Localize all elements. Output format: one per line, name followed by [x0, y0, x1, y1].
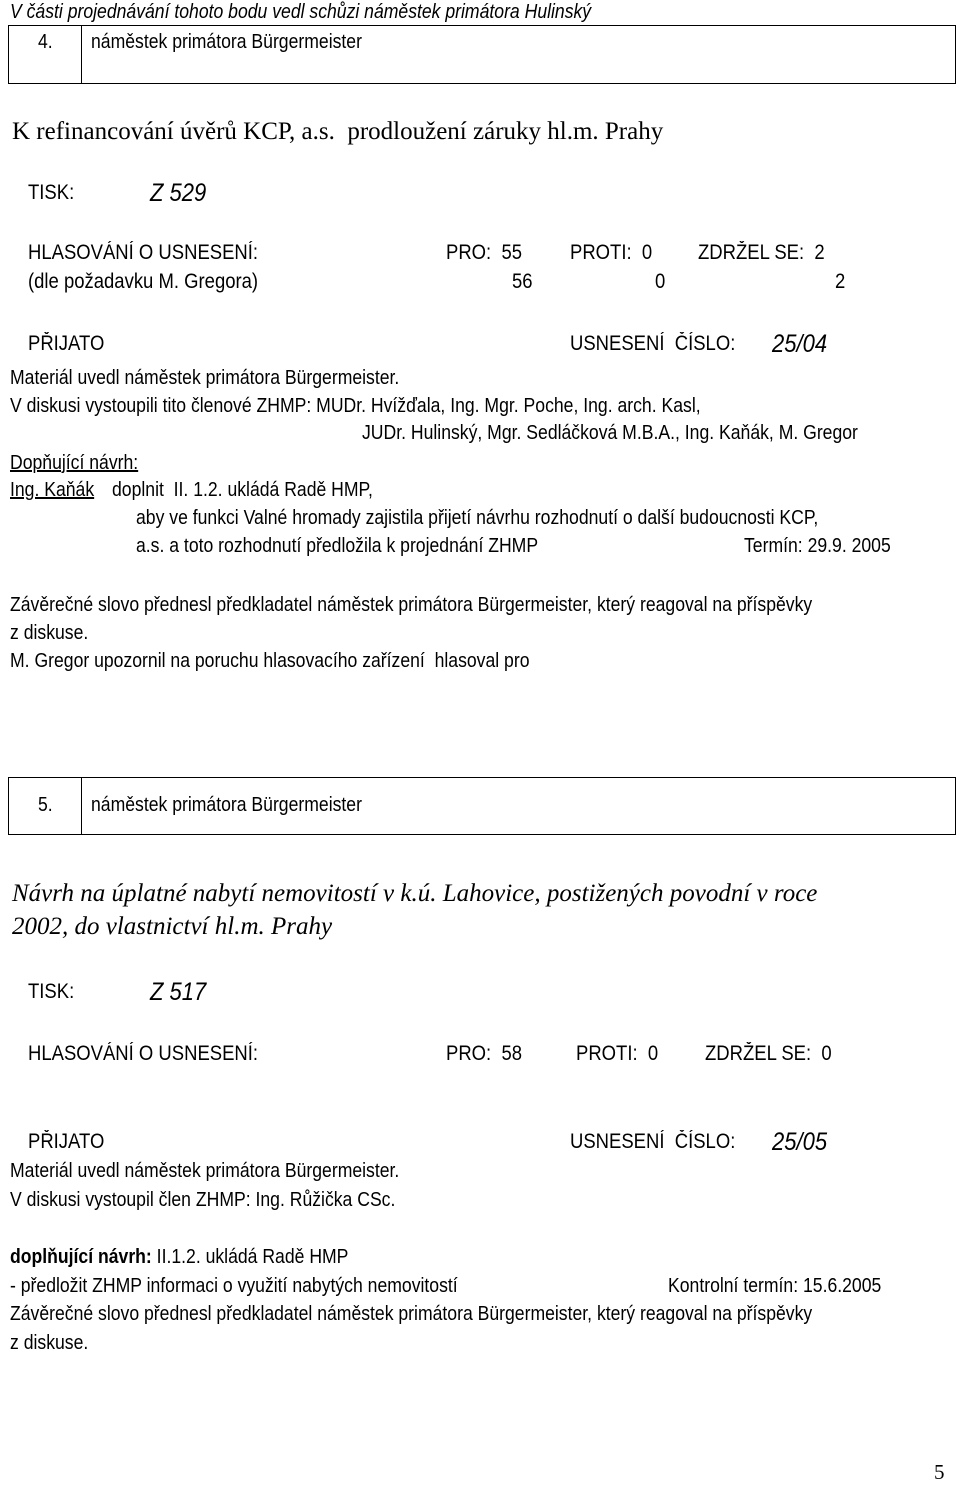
- item4-discussion-2: JUDr. Hulinský, Mgr. Sedláčková M.B.A., Ing. Kaňák, M. Gregor: [362, 422, 858, 444]
- item4-supplement-heading: Dopňující návrh:: [10, 452, 139, 474]
- item4-tisk-value: Z 529: [150, 179, 207, 207]
- item4-tisk-label: TISK:: [28, 181, 75, 204]
- item4-gregor-note: M. Gregor upozornil na poruchu hlasovacího zařízení hlasoval pro: [10, 650, 530, 672]
- item5-title-2: 2002, do vlastnictví hl.m. Prahy: [12, 913, 333, 940]
- item5-number: 5.: [38, 794, 53, 816]
- item4-discussion-1: V diskusi vystoupili tito členové ZHMP: MUDr. Hvížďala, Ing. Mgr. Poche, Ing. arch. Kasl,: [10, 395, 701, 417]
- item5-closing-2: z diskuse.: [10, 1332, 89, 1354]
- item5-accepted: PŘIJATO: [28, 1130, 105, 1153]
- item4-resolution-label: USNESENÍ ČÍSLO:: [570, 332, 736, 355]
- item5-vote-pro: PRO: 58: [446, 1042, 523, 1065]
- item4-supplement-deadline: Termín: 29.9. 2005: [744, 535, 891, 557]
- item4-closing-2: z diskuse.: [10, 622, 89, 644]
- item5-supplement-deadline: Kontrolní termín: 15.6.2005: [668, 1275, 882, 1297]
- item5-vote-proti: PROTI: 0: [576, 1042, 659, 1065]
- item5-material: Materiál uvedl náměstek primátora Bürgermeister.: [10, 1160, 400, 1182]
- item5-supplement-line2: - předložit ZHMP informaci o využití nabytých nemovitostí: [10, 1275, 458, 1297]
- item4-box-top: [8, 25, 956, 26]
- item4-vote2-label: (dle požadavku M. Gregora): [28, 270, 259, 293]
- item4-accepted: PŘIJATO: [28, 332, 105, 355]
- page-number: 5: [934, 1460, 945, 1484]
- item5-box-right: [955, 777, 956, 835]
- item5-supplement: [10, 1245, 348, 1269]
- item4-supplement-who: Ing. Kaňák: [10, 479, 95, 501]
- item5-tisk-label: TISK:: [28, 980, 75, 1003]
- item4-supplement-line3: a.s. a toto rozhodnutí předložila k projednání ZHMP: [136, 535, 539, 557]
- item5-discussion: V diskusi vystoupil člen ZHMP: Ing. Růžička CSc.: [10, 1189, 396, 1211]
- item5-resolution-number: 25/05: [772, 1128, 828, 1156]
- item4-supplement-line2: aby ve funkci Valné hromady zajistila přijetí návrhu rozhodnutí o další budoucnosti KCP,: [136, 507, 819, 529]
- chair-note: V části projednávání tohoto bodu vedl schůzi náměstek primátora Hulinský: [10, 1, 592, 23]
- item5-box-left: [8, 777, 9, 835]
- item4-material: Materiál uvedl náměstek primátora Bürgermeister.: [10, 367, 400, 389]
- item5-title-1: Návrh na úplatné nabytí nemovitostí v k.ú. Lahovice, postižených povodní v roce: [12, 880, 818, 907]
- item5-tisk-value: Z 517: [150, 978, 207, 1006]
- item4-supplement-author: [10, 478, 94, 502]
- item5-vote-abstain: ZDRŽEL SE: 0: [705, 1042, 832, 1065]
- item4-resolution-number: 25/04: [772, 330, 828, 358]
- item4-presenter: náměstek primátora Bürgermeister: [91, 31, 362, 53]
- item4-vote2-pro: 56: [512, 270, 533, 293]
- item4-box-bottom: [8, 83, 956, 84]
- item4-supplement-text: doplnit II. 1.2. ukládá Radě HMP,: [112, 479, 373, 501]
- item4-closing-1: Závěrečné slovo přednesl předkladatel náměstek primátora Bürgermeister, který reagoval na příspěvky: [10, 594, 813, 616]
- item5-box-bottom: [8, 834, 956, 835]
- item4-vote-label: HLASOVÁNÍ O USNESENÍ:: [28, 241, 259, 264]
- item4-vote-pro: PRO: 55: [446, 241, 523, 264]
- item4-number: 4.: [38, 31, 53, 53]
- item4-vote2-abstain: 2: [835, 270, 846, 293]
- item4-vote-abstain: ZDRŽEL SE: 2: [698, 241, 825, 264]
- item5-supplement-text: II.1.2. ukládá Radě HMP: [151, 1246, 349, 1268]
- item5-resolution-label: USNESENÍ ČÍSLO:: [570, 1130, 736, 1153]
- item4-vote2-proti: 0: [655, 270, 666, 293]
- item5-box-top: [8, 777, 956, 778]
- item4-box-divider: [81, 25, 82, 84]
- item5-closing-1: Závěrečné slovo přednesl předkladatel náměstek primátora Bürgermeister, který reagoval na příspěvky: [10, 1303, 813, 1325]
- item5-box-divider: [81, 777, 82, 835]
- item5-supplement-heading: doplňující návrh:: [10, 1246, 152, 1268]
- item5-presenter: náměstek primátora Bürgermeister: [91, 794, 362, 816]
- item5-vote-label: HLASOVÁNÍ O USNESENÍ:: [28, 1042, 259, 1065]
- item4-title: K refinancování úvěrů KCP, a.s. prodloužení záruky hl.m. Prahy: [12, 118, 664, 145]
- item4-box-left: [8, 25, 9, 84]
- item4-vote-proti: PROTI: 0: [570, 241, 653, 264]
- item4-box-right: [955, 25, 956, 84]
